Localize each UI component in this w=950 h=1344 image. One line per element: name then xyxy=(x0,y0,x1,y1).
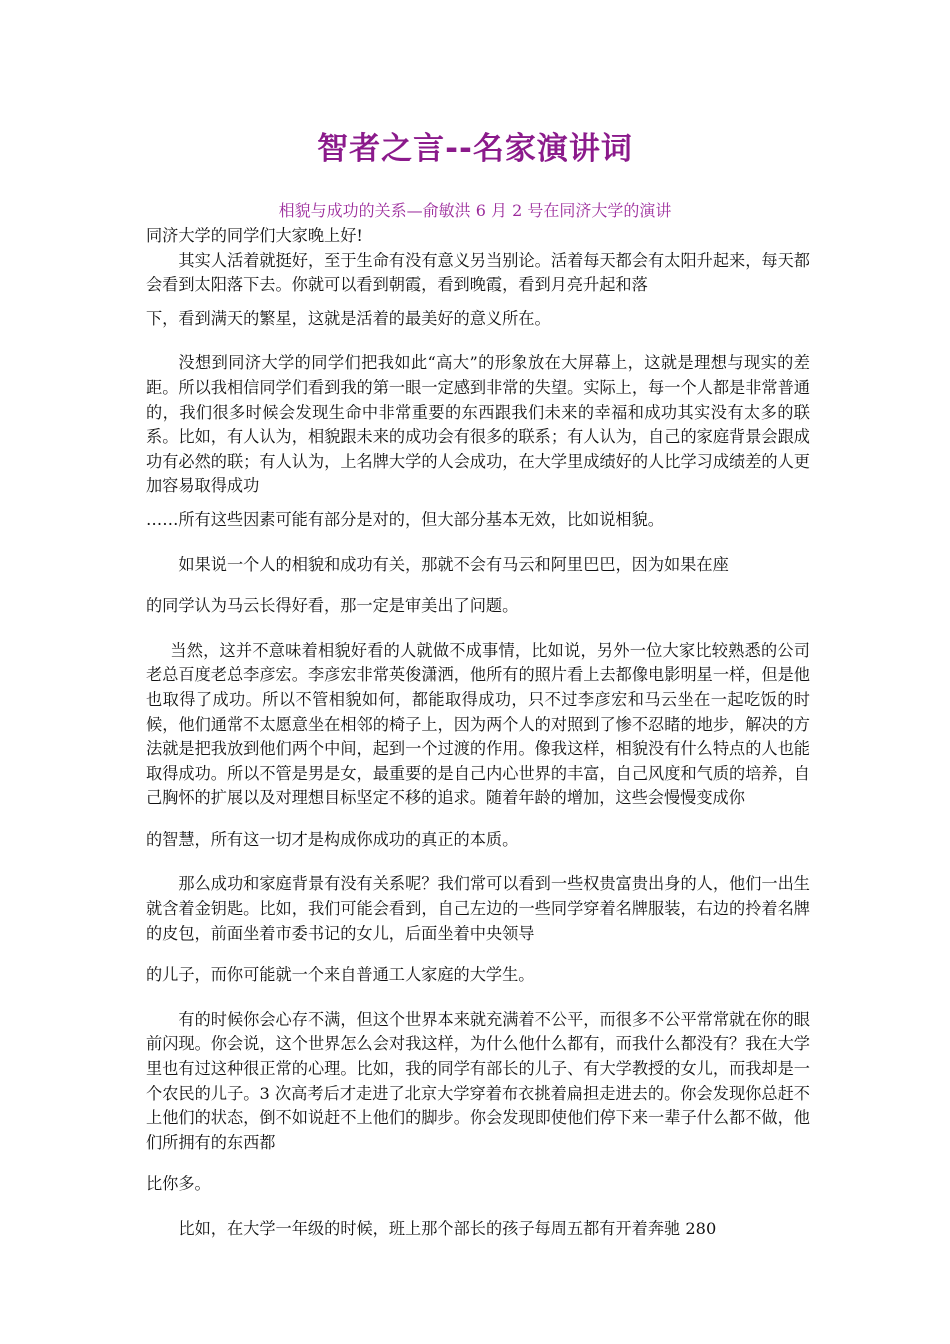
paragraph-4-end: 的智慧，所有这一切才是构成你成功的真正的本质。 xyxy=(146,829,519,849)
paragraph-3-end: 的同学认为马云长得好看，那一定是审美出了问题。 xyxy=(146,596,519,616)
paragraph-5: 那么成功和家庭背景有没有关系呢？我们常可以看到一些权贵富贵出身的人，他们一出生就含着金钥匙。比如，我们可能会看到，自己左边的一些同学穿着名牌服装，右边的拎着名牌的皮包，前面坐着市委书记的女儿，后面坐着中央领导 xyxy=(146,874,810,943)
paragraph-7: 比如，在大学一年级的时候，班上那个部长的孩子每周五都有开着奔驰 280 xyxy=(178,1219,717,1238)
paragraph-6: 有的时候你会心存不满，但这个世界本来就充满着不公平，而很多不公平常常就在你的眼前闪现。你会说，这个世界怎么会对我这样，为什么他什么都有，而我什么都没有？我在大学里也有过这种很正常的心理。比如，我的同学有部长的儿子、有大学教授的女儿，而我却是一个农民的儿子。3 次高考后才走进了北京大学穿着布衣挑着扁担走进去的。你会发现你总赶不上他们的状态，倒不如说赶不上他们的脚步。你会发现即使他们停下来一辈子什么都不做，他们所拥有的东西都 xyxy=(146,1009,810,1152)
document-subtitle: 相貌与成功的关系—俞敏洪 6 月 2 号在同济大学的演讲 xyxy=(278,201,672,220)
paragraph-1: 其实人活着就挺好，至于生命有没有意义另当别论。活着每天都会有太阳升起来，每天都会看到太阳落下去。你就可以看到朝霞，看到晚霞，看到月亮升起和落 xyxy=(146,250,810,295)
document-body xyxy=(146,224,810,1242)
paragraph-2-end: ……所有这些因素可能有部分是对的，但大部分基本无效，比如说相貌。 xyxy=(146,509,664,529)
paragraph-1-end: 下，看到满天的繁星，这就是活着的最美好的意义所在。 xyxy=(146,308,551,328)
paragraph-4: 当然，这并不意味着相貌好看的人就做不成事情，比如说，另外一位大家比较熟悉的公司老总百度老总李彦宏。李彦宏非常英俊潇洒，他所有的照片看上去都像电影明星一样，但是他也取得了成功。所以不管相貌如何，都能取得成功，只不过李彦宏和马云坐在一起吃饭的时候，他们通常不太愿意坐在相邻的椅子上，因为两个人的对照到了惨不忍睹的地步，解决的方法就是把我放到他们两个中间，起到一个过渡的作用。像我这样，相貌没有什么特点的人也能取得成功。所以不管是男是女，最重要的是自己内心世界的丰富，自己风度和气质的培养，自己胸怀的扩展以及对理想目标坚定不移的追求。随着年龄的增加，这些会慢慢变成你 xyxy=(146,640,810,808)
paragraph-3: 如果说一个人的相貌和成功有关，那就不会有马云和阿里巴巴，因为如果在座 xyxy=(178,554,729,574)
paragraph-2: 没想到同济大学的同学们把我如此“高大”的形象放在大屏幕上，这就是理想与现实的差距。所以我相信同学们看到我的第一眼一定感到非常的失望。实际上，每一个人都是非常普通的，我们很多时候会发现生命中非常重要的东西跟我们未来的幸福和成功其实没有太多的联系。比如，有人认为，相貌跟未来的成功会有很多的联系；有人认为，自己的家庭背景会跟成功有必然的联；有人认为，上名牌大学的人会成功，在大学里成绩好的人比学习成绩差的人更加容易取得成功 xyxy=(146,353,810,496)
paragraph-5-end: 的儿子，而你可能就一个来自普通工人家庭的大学生。 xyxy=(146,965,535,985)
greeting-line: 同济大学的同学们大家晚上好! xyxy=(146,226,363,245)
paragraph-6-end: 比你多。 xyxy=(146,1174,211,1194)
document-title: 智者之言--名家演讲词 xyxy=(317,131,633,167)
